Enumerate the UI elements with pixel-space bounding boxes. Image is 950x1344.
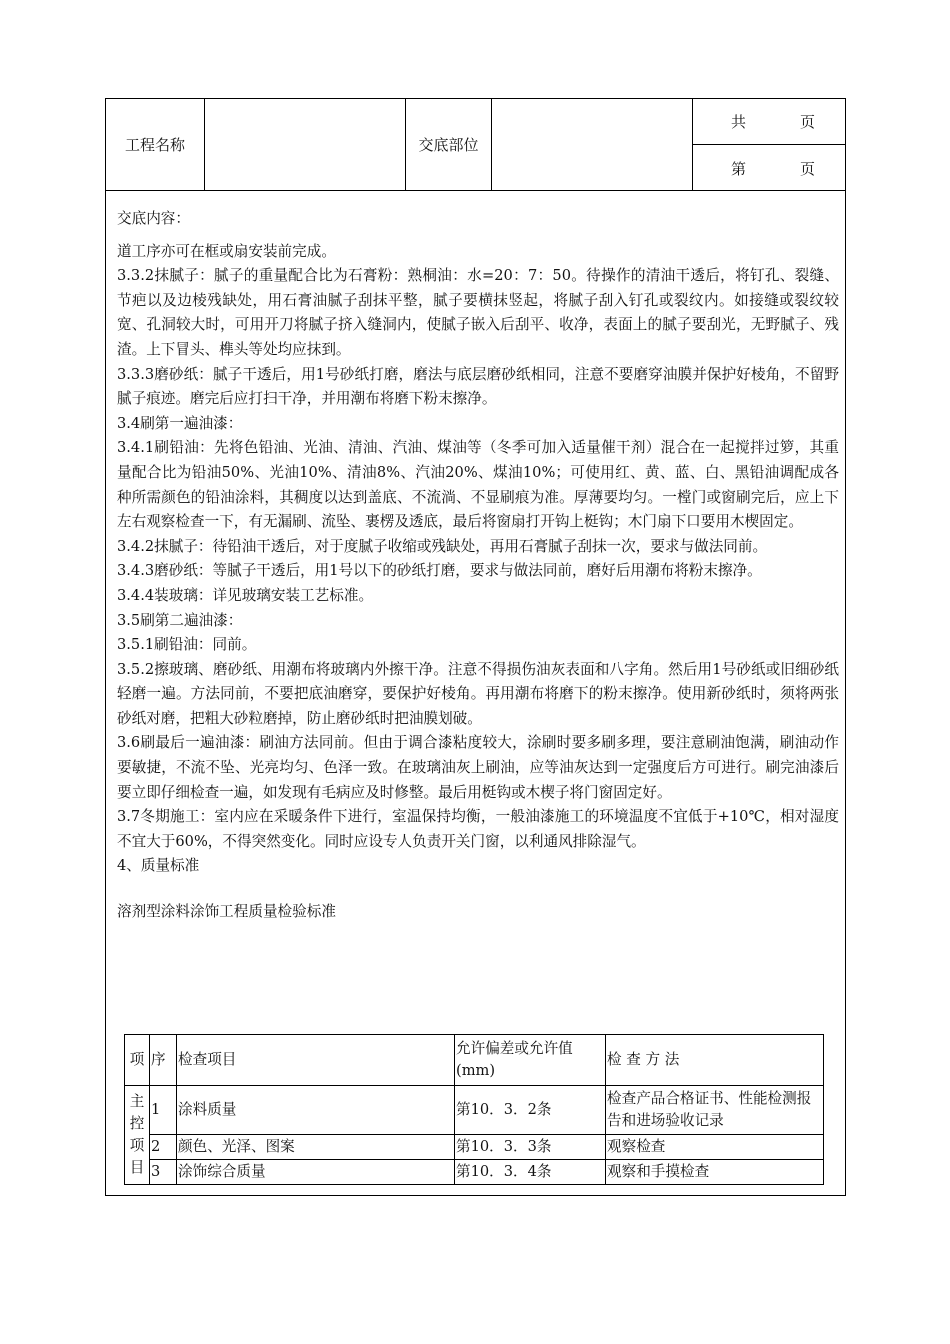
group-main-control [125, 1086, 150, 1185]
total-pages-suffix: 页 [800, 113, 816, 131]
row-check-item: 涂饰综合质量 [177, 1160, 455, 1185]
total-pages [692, 99, 845, 145]
paragraph: 3.4.4装玻璃：详见玻璃安装工艺标准。 [117, 586, 374, 604]
paragraph: 3.5刷第二遍油漆： [117, 611, 243, 629]
row-check-item: 涂料质量 [177, 1086, 455, 1135]
form-header [106, 99, 845, 191]
paragraph: 3.3.2抹腻子：腻子的重量配合比为石膏粉：熟桐油：水=20：7：50。待操作的清油干透后，将钉孔、裂缝、节疤以及边棱残缺处，用石膏油腻子刮抹平整，腻子要横抹竖起，将腻子刮入钉孔或裂纹内。如接缝或裂纹较宽、孔洞较大时，可用开刀将腻子挤入缝洞内，使腻子嵌入后刮平、收净，表面上的腻子要刮光，无野腻子、残渣。上下冒头、榫头等处均应抹到。 [117, 267, 839, 358]
table-row [125, 1135, 824, 1160]
disclosure-part-value [492, 99, 692, 190]
row-allowed-value: 第10．3．4条 [455, 1160, 606, 1185]
table-row [125, 1086, 824, 1135]
disclosure-form [105, 98, 846, 1196]
header-item: 项 [125, 1035, 150, 1086]
row-check-method: 观察检查 [606, 1135, 824, 1160]
header-seq: 序 [150, 1035, 177, 1086]
row-check-method: 观察和手摸检查 [606, 1160, 824, 1185]
page-number [692, 145, 845, 191]
row-allowed-value: 第10．3．3条 [455, 1135, 606, 1160]
paragraph: 3.5.2擦玻璃、磨砂纸、用潮布将玻璃内外擦干净。注意不得损伤油灰表面和八字角。然后用1号砂纸或旧细砂纸轻磨一遍。方法同前，不要把底油磨穿，要保护好棱角。再用潮布将磨下的粉末擦净。使用新砂纸时，须将两张砂纸对磨，把粗大砂粒磨掉，防止磨砂纸时把油膜划破。 [117, 660, 839, 727]
paragraph: 3.4.1刷铅油：先将色铅油、光油、清油、汽油、煤油等（冬季可加入适量催干剂）混合在一起搅拌过箩，其重量配合比为铅油50%、光油10%、清油8%、汽油20%、煤油10%；可使用红、黄、蓝、白、黑铅油调配成各种所需颜色的铅油涂料，其稠度以达到盖底、不流淌、不显刷痕为准。厚薄要均匀。一樘门或窗刷完后，应上下左右观察检查一下，有无漏刷、流坠、裹楞及透底，最后将窗扇打开钩上梃钩；木门扇下口要用木楔固定。 [117, 439, 839, 531]
group-label: 主控项目 [129, 1093, 145, 1176]
header-check-method: 检 查 方 法 [606, 1035, 824, 1086]
header-allowed-value [455, 1035, 606, 1086]
row-seq: 1 [150, 1086, 177, 1135]
project-name-label: 工程名称 [106, 99, 205, 190]
disclosure-part-label: 交底部位 [406, 99, 492, 190]
project-name-value [205, 99, 406, 190]
total-pages-prefix: 共 [731, 113, 747, 131]
content-lead: 交底内容： [117, 210, 190, 227]
table-row [125, 1160, 824, 1185]
table-header-row [125, 1035, 824, 1086]
row-seq: 2 [150, 1135, 177, 1160]
page-number-suffix: 页 [800, 159, 816, 178]
paragraph: 3.4刷第一遍油漆： [117, 414, 243, 432]
paragraph: 3.3.3磨砂纸：腻子干透后，用1号砂纸打磨，磨法与底层磨砂纸相同，注意不要磨穿油膜并保护好棱角，不留野腻子痕迹。磨完后应打扫干净，并用潮布将磨下粉末擦净。 [117, 365, 839, 408]
paragraph: 3.4.3磨砂纸：等腻子干透后，用1号以下的砂纸打磨，要求与做法同前，磨好后用潮布将粉末擦净。 [117, 562, 762, 580]
row-allowed-value: 第10．3．2条 [455, 1086, 606, 1135]
row-seq: 3 [150, 1160, 177, 1185]
paragraph: 道工序亦可在框或扇安装前完成。 [117, 242, 336, 260]
header-check-item: 检查项目 [177, 1035, 455, 1086]
quality-standard-table [124, 1034, 824, 1185]
table-caption: 溶剂型涂料涂饰工程质量检验标准 [117, 903, 336, 921]
disclosure-content [117, 207, 839, 925]
paragraph: 4、质量标准 [117, 857, 200, 875]
header-allowed-value-line1: 允许偏差或允许值 [456, 1040, 573, 1057]
paragraph: 3.7冬期施工：室内应在采暖条件下进行，室温保持均衡，一般油漆施工的环境温度不宜低于+10℃，相对湿度不宜大于60%，不得突然变化。同时应设专人负责开关门窗，以利通风排除湿气。 [117, 808, 839, 850]
row-check-item: 颜色、光泽、图案 [177, 1135, 455, 1160]
header-allowed-value-line2: (mm) [456, 1062, 496, 1079]
row-check-method: 检查产品合格证书、性能检测报告和进场验收记录 [606, 1086, 824, 1135]
paragraph: 3.4.2抹腻子：待铅油干透后，对于度腻子收缩或残缺处，再用石膏腻子刮抹一次，要求与做法同前。 [117, 537, 768, 555]
paragraph: 3.6刷最后一遍油漆：刷油方法同前。但由于调合漆粘度较大，涂刷时要多刷多理，要注意刷油饱满，刷油动作要敏捷，不流不坠、光亮均匀、色泽一致。在玻璃油灰上刷油，应等油灰达到一定强度后方可进行。刷完油漆后要立即仔细检查一遍，如发现有毛病应及时修整。最后用梃钩或木楔子将门窗固定好。 [117, 734, 839, 801]
page-number-prefix: 第 [731, 159, 747, 178]
paragraph: 3.5.1刷铅油：同前。 [117, 636, 257, 654]
